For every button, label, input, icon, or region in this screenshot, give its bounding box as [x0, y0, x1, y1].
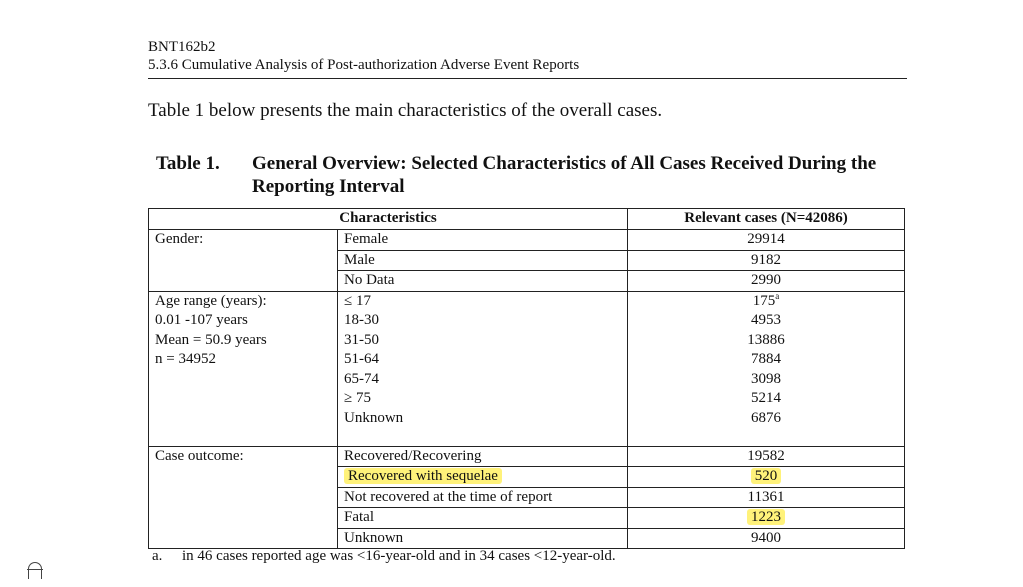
footnote-text: in 46 cases reported age was <16-year-old and in 34 cases <12-year-old. [182, 548, 616, 564]
document-header [148, 38, 906, 76]
footnote-mark: a. [152, 548, 163, 564]
row-value: 13886 [747, 331, 785, 348]
table-row [149, 446, 905, 467]
age-label-line: Mean = 50.9 years [155, 331, 267, 348]
row-value: 3098 [751, 370, 781, 387]
row-label: Recovered/Recovering [338, 446, 628, 467]
age-range-labels [338, 291, 628, 446]
age-block-row [149, 291, 905, 446]
table-row [149, 230, 905, 251]
characteristics-table [148, 208, 905, 549]
row-value: 4953 [751, 312, 781, 328]
row-label: No Data [338, 271, 628, 292]
row-value: 11361 [628, 487, 905, 508]
row-value: 5214 [751, 390, 781, 406]
row-label: 51-64 [344, 351, 379, 367]
row-label: Fatal [338, 508, 628, 529]
row-label: Not recovered at the time of report [338, 487, 628, 508]
outcome-category: Case outcome: [149, 446, 338, 549]
header-divider [148, 78, 907, 79]
document-title: BNT162b2 [148, 39, 216, 55]
age-range-values [628, 291, 905, 446]
footnote-marker: a [775, 290, 780, 301]
row-label: 18-30 [344, 312, 379, 328]
row-label: Unknown [338, 528, 628, 549]
value-text: 175 [752, 292, 776, 309]
row-label: 65-74 [344, 370, 379, 387]
cropped-edge-glyph-icon [28, 562, 42, 579]
table-number: Table 1. [156, 153, 220, 174]
highlighted-value: 520 [751, 468, 782, 484]
row-label [338, 467, 628, 488]
row-value [634, 292, 898, 312]
row-value: 19582 [628, 446, 905, 467]
age-label-line: 0.01 -107 years [155, 312, 248, 328]
section-heading: 5.3.6 Cumulative Analysis of Post-authorization Adverse Event Reports [148, 57, 580, 73]
row-label: ≥ 75 [344, 390, 371, 406]
row-label: Female [338, 230, 628, 251]
row-label: Male [338, 250, 628, 271]
age-label-line: Age range (years): [155, 292, 267, 309]
highlighted-label: Recovered with sequelae [344, 468, 502, 484]
row-label: Unknown [344, 409, 404, 426]
row-value: 29914 [628, 230, 905, 251]
row-value: 7884 [751, 351, 781, 367]
age-category [149, 291, 338, 446]
row-value [628, 508, 905, 529]
table-header-row [149, 209, 905, 230]
row-value: 2990 [628, 271, 905, 292]
row-label: ≤ 17 [344, 292, 371, 309]
row-value: 6876 [751, 409, 781, 426]
gender-category: Gender: [149, 230, 338, 292]
highlighted-value: 1223 [747, 509, 785, 525]
row-label: 31-50 [344, 331, 379, 348]
row-value: 9182 [628, 250, 905, 271]
table-title: General Overview: Selected Characteristics of All Cases Received During the Reporting Interval [252, 153, 877, 197]
header-relevant-cases: Relevant cases (N=42086) [628, 209, 905, 230]
intro-paragraph: Table 1 below presents the main characteristics of the overall cases. [148, 100, 663, 121]
table-footnote [152, 548, 616, 565]
age-label-line: n = 34952 [155, 351, 216, 367]
row-value: 9400 [628, 528, 905, 549]
row-value [628, 467, 905, 488]
header-characteristics: Characteristics [149, 209, 628, 230]
